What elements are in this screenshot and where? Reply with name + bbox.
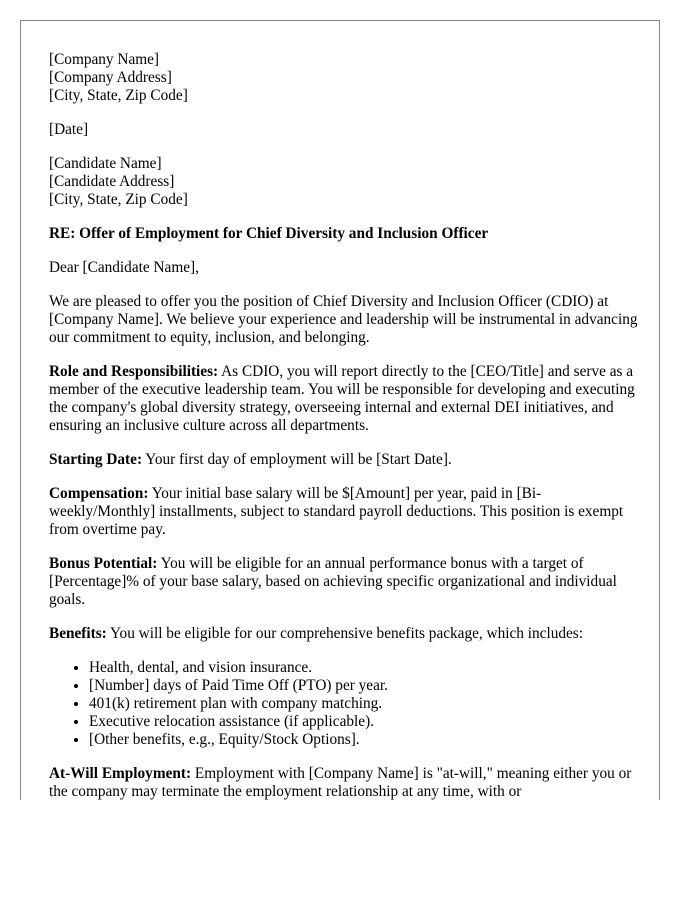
- start-date-paragraph: [49, 451, 639, 469]
- recipient-address: [Candidate Address]: [49, 173, 175, 190]
- recipient-city-state-zip: [City, State, Zip Code]: [49, 191, 188, 208]
- at-will-text: Employment with [Company Name] is "at-will," meaning either you or the company may terminate the employment relationship at any time, with or: [49, 765, 632, 800]
- role-text: As CDIO, you will report directly to the [CEO/Title] and serve as a member of the executive leadership team. You will be responsible for developing and executing the company's global diversity strategy, overseeing internal and external DEI initiatives, and ensuring an inclusive culture across all departments.: [49, 363, 635, 434]
- compensation-text: Your initial base salary will be $[Amount] per year, paid in [Bi-weekly/Monthly] installments, subject to standard payroll deductions. This position is exempt from overtime pay.: [49, 485, 624, 538]
- bonus-label: Bonus Potential:: [49, 555, 158, 572]
- role-label: Role and Responsibilities:: [49, 363, 219, 380]
- recipient-name: [Candidate Name]: [49, 155, 162, 172]
- list-item: • 401(k) retirement plan with company matching.: [89, 695, 639, 713]
- intro-paragraph: We are pleased to offer you the position of Chief Diversity and Inclusion Officer (CDIO) at [Company Name]. We believe your experience and leadership will be instrumental in advancing our commitment to equity, inclusion, and belonging.: [49, 293, 638, 346]
- date-line: [49, 121, 639, 139]
- letter-body: [49, 51, 639, 800]
- sender-city-state-zip: [City, State, Zip Code]: [49, 87, 188, 104]
- benefits-label: Benefits:: [49, 625, 107, 642]
- at-will-paragraph: [49, 765, 639, 800]
- list-item: • Health, dental, and vision insurance.: [89, 659, 639, 677]
- salutation: Dear [Candidate Name],: [49, 259, 199, 276]
- benefits-text: You will be eligible for our comprehensive benefits package, which includes:: [106, 625, 583, 642]
- letter-date: [Date]: [49, 121, 89, 138]
- recipient-address-block: [49, 155, 639, 209]
- list-item: • [Number] days of Paid Time Off (PTO) per year.: [89, 677, 639, 695]
- subject-line: RE: Offer of Employment for Chief Diversity and Inclusion Officer: [49, 225, 489, 242]
- start-date-text: Your first day of employment will be [Start Date].: [142, 451, 452, 468]
- bonus-paragraph: [49, 555, 639, 609]
- sender-address-block: [49, 51, 639, 105]
- sender-company-name: [Company Name]: [49, 51, 160, 68]
- compensation-label: Compensation:: [49, 485, 149, 502]
- benefits-paragraph: [49, 625, 639, 643]
- bonus-text: You will be eligible for an annual performance bonus with a target of [Percentage]% of your base salary, based on achieving specific organizational and individual goals.: [49, 555, 617, 608]
- list-item: • [Other benefits, e.g., Equity/Stock Options].: [89, 731, 639, 749]
- list-item: • Executive relocation assistance (if applicable).: [89, 713, 639, 731]
- compensation-paragraph: [49, 485, 639, 539]
- sender-company-address: [Company Address]: [49, 69, 172, 86]
- start-date-label: Starting Date:: [49, 451, 143, 468]
- letter-page: [20, 20, 660, 800]
- role-paragraph: [49, 363, 639, 435]
- at-will-label: At-Will Employment:: [49, 765, 192, 782]
- benefits-list: [49, 659, 639, 749]
